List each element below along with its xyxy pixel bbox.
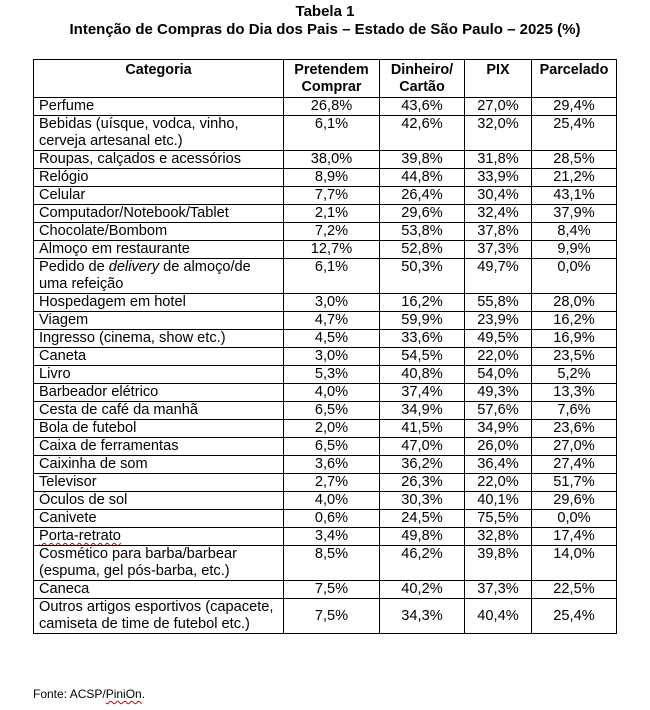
table-row <box>34 420 617 438</box>
pix-cell: 49,7% <box>465 259 532 294</box>
category-cell: Óculos de sol <box>34 492 284 510</box>
category-cell: Televisor <box>34 474 284 492</box>
dinheiro-cell: 30,3% <box>380 492 465 510</box>
pix-cell: 37,8% <box>465 223 532 241</box>
category-cell: Caixa de ferramentas <box>34 438 284 456</box>
parcelado-cell: 5,2% <box>532 366 617 384</box>
category-cell: Relógio <box>34 169 284 187</box>
category-cell: Viagem <box>34 312 284 330</box>
parcelado-cell: 13,3% <box>532 384 617 402</box>
parcelado-cell: 27,4% <box>532 456 617 474</box>
dinheiro-cell: 29,6% <box>380 205 465 223</box>
table-row <box>34 402 617 420</box>
pix-cell: 37,3% <box>465 581 532 599</box>
pretendem-cell: 3,0% <box>284 348 380 366</box>
parcelado-cell: 14,0% <box>532 546 617 581</box>
table-row <box>34 492 617 510</box>
pretendem-cell: 12,7% <box>284 241 380 259</box>
dinheiro-cell: 47,0% <box>380 438 465 456</box>
pix-cell: 26,0% <box>465 438 532 456</box>
source-suffix: . <box>141 687 146 701</box>
pix-cell: 40,4% <box>465 599 532 634</box>
pix-cell: 75,5% <box>465 510 532 528</box>
dinheiro-cell: 52,8% <box>380 241 465 259</box>
parcelado-cell: 43,1% <box>532 187 617 205</box>
pretendem-cell: 7,2% <box>284 223 380 241</box>
category-cell: Computador/Notebook/Tablet <box>34 205 284 223</box>
pretendem-cell: 4,7% <box>284 312 380 330</box>
pretendem-cell: 4,0% <box>284 492 380 510</box>
table-row <box>34 223 617 241</box>
table-row <box>34 205 617 223</box>
category-cell: Bola de futebol <box>34 420 284 438</box>
dinheiro-cell: 42,6% <box>380 116 465 151</box>
parcelado-cell: 0,0% <box>532 259 617 294</box>
header-row <box>34 60 617 98</box>
category-cell: Barbeador elétrico <box>34 384 284 402</box>
parcelado-cell: 23,6% <box>532 420 617 438</box>
parcelado-cell: 28,5% <box>532 151 617 169</box>
table-row <box>34 438 617 456</box>
category-text-post: de almoço/de uma refeição <box>39 259 251 292</box>
header-parcelado <box>532 60 617 98</box>
pix-cell: 55,8% <box>465 294 532 312</box>
pix-cell: 23,9% <box>465 312 532 330</box>
dinheiro-cell: 40,2% <box>380 581 465 599</box>
header-pretendem-line1: Pretendem <box>294 62 369 78</box>
pretendem-cell: 6,5% <box>284 438 380 456</box>
table-row <box>34 294 617 312</box>
parcelado-cell: 37,9% <box>532 205 617 223</box>
pix-cell: 49,3% <box>465 384 532 402</box>
header-pix <box>465 60 532 98</box>
pretendem-cell: 6,1% <box>284 259 380 294</box>
table-row <box>34 348 617 366</box>
pretendem-cell: 8,9% <box>284 169 380 187</box>
header-pix-label: PIX <box>486 62 510 78</box>
table-row <box>34 187 617 205</box>
pix-cell: 27,0% <box>465 98 532 116</box>
table-row <box>34 546 617 581</box>
pretendem-cell: 2,7% <box>284 474 380 492</box>
parcelado-cell: 22,5% <box>532 581 617 599</box>
parcelado-cell: 0,0% <box>532 510 617 528</box>
pretendem-cell: 8,5% <box>284 546 380 581</box>
category-cell: Ingresso (cinema, show etc.) <box>34 330 284 348</box>
dinheiro-cell: 43,6% <box>380 98 465 116</box>
dinheiro-cell: 49,8% <box>380 528 465 546</box>
table-row <box>34 259 617 294</box>
dinheiro-cell: 26,4% <box>380 187 465 205</box>
dinheiro-cell: 54,5% <box>380 348 465 366</box>
parcelado-cell: 8,4% <box>532 223 617 241</box>
dinheiro-cell: 59,9% <box>380 312 465 330</box>
parcelado-cell: 16,9% <box>532 330 617 348</box>
parcelado-cell: 9,9% <box>532 241 617 259</box>
header-categoria <box>34 60 284 98</box>
category-cell: Canivete <box>34 510 284 528</box>
parcelado-cell: 28,0% <box>532 294 617 312</box>
pix-cell: 22,0% <box>465 348 532 366</box>
pretendem-cell: 3,4% <box>284 528 380 546</box>
dinheiro-cell: 46,2% <box>380 546 465 581</box>
header-pretendem-comprar <box>284 60 380 98</box>
pretendem-cell: 2,0% <box>284 420 380 438</box>
purchase-intention-table <box>33 59 617 634</box>
parcelado-cell: 17,4% <box>532 528 617 546</box>
category-cell: Hospedagem em hotel <box>34 294 284 312</box>
category-cell: Caneca <box>34 581 284 599</box>
dinheiro-cell: 37,4% <box>380 384 465 402</box>
pix-cell: 40,1% <box>465 492 532 510</box>
category-cell: Caixinha de som <box>34 456 284 474</box>
dinheiro-cell: 39,8% <box>380 151 465 169</box>
dinheiro-cell: 36,2% <box>380 456 465 474</box>
pretendem-cell: 7,5% <box>284 581 380 599</box>
dinheiro-cell: 50,3% <box>380 259 465 294</box>
table-number: Tabela 1 <box>295 3 355 20</box>
pretendem-cell: 3,0% <box>284 294 380 312</box>
table-row <box>34 312 617 330</box>
pretendem-cell: 2,1% <box>284 205 380 223</box>
table-row <box>34 330 617 348</box>
category-cell: Cesta de café da manhã <box>34 402 284 420</box>
table-row <box>34 581 617 599</box>
parcelado-cell: 21,2% <box>532 169 617 187</box>
dinheiro-cell: 26,3% <box>380 474 465 492</box>
pix-cell: 34,9% <box>465 420 532 438</box>
pix-cell: 39,8% <box>465 546 532 581</box>
dinheiro-cell: 34,9% <box>380 402 465 420</box>
table-row <box>34 116 617 151</box>
parcelado-cell: 23,5% <box>532 348 617 366</box>
category-cell: Cosmético para barba/barbear (espuma, gel pós-barba, etc.) <box>34 546 284 581</box>
parcelado-cell: 29,4% <box>532 98 617 116</box>
header-dinheiro-line2: Cartão <box>399 79 445 95</box>
category-cell: Perfume <box>34 98 284 116</box>
table-row <box>34 98 617 116</box>
pix-cell: 49,5% <box>465 330 532 348</box>
parcelado-cell: 51,7% <box>532 474 617 492</box>
source-prefix: Fonte: ACSP/ <box>33 687 106 701</box>
dinheiro-cell: 53,8% <box>380 223 465 241</box>
category-cell <box>34 259 284 294</box>
header-categoria-label: Categoria <box>125 62 192 78</box>
pretendem-cell: 4,0% <box>284 384 380 402</box>
table-row <box>34 151 617 169</box>
dinheiro-cell: 33,6% <box>380 330 465 348</box>
table-row <box>34 456 617 474</box>
table-row <box>34 474 617 492</box>
pix-cell: 32,0% <box>465 116 532 151</box>
category-cell: Almoço em restaurante <box>34 241 284 259</box>
pix-cell: 57,6% <box>465 402 532 420</box>
category-cell: Celular <box>34 187 284 205</box>
pretendem-cell: 7,7% <box>284 187 380 205</box>
parcelado-cell: 27,0% <box>532 438 617 456</box>
pretendem-cell: 4,5% <box>284 330 380 348</box>
table-row <box>34 384 617 402</box>
dinheiro-cell: 24,5% <box>380 510 465 528</box>
parcelado-cell: 7,6% <box>532 402 617 420</box>
header-dinheiro-cartao <box>380 60 465 98</box>
pix-cell: 32,8% <box>465 528 532 546</box>
pix-cell: 36,4% <box>465 456 532 474</box>
table-row <box>34 599 617 634</box>
source-note <box>33 687 145 701</box>
pix-cell: 37,3% <box>465 241 532 259</box>
dinheiro-cell: 34,3% <box>380 599 465 634</box>
category-text-pre: Pedido de <box>39 259 109 275</box>
pretendem-cell: 38,0% <box>284 151 380 169</box>
pretendem-cell: 6,5% <box>284 402 380 420</box>
category-cell: Outros artigos esportivos (capacete, camiseta de time de futebol etc.) <box>34 599 284 634</box>
source-name: PiniOn <box>105 687 142 701</box>
table-row <box>34 169 617 187</box>
table-row <box>34 510 617 528</box>
category-text-italic: delivery <box>108 259 160 275</box>
pretendem-cell: 5,3% <box>284 366 380 384</box>
dinheiro-cell: 16,2% <box>380 294 465 312</box>
dinheiro-cell: 40,8% <box>380 366 465 384</box>
category-cell: Roupas, calçados e acessórios <box>34 151 284 169</box>
parcelado-cell: 29,6% <box>532 492 617 510</box>
pix-cell: 54,0% <box>465 366 532 384</box>
dinheiro-cell: 41,5% <box>380 420 465 438</box>
pix-cell: 31,8% <box>465 151 532 169</box>
pretendem-cell: 26,8% <box>284 98 380 116</box>
pretendem-cell: 3,6% <box>284 456 380 474</box>
pretendem-cell: 7,5% <box>284 599 380 634</box>
header-dinheiro-line1: Dinheiro/ <box>390 62 454 78</box>
pretendem-cell: 0,6% <box>284 510 380 528</box>
category-cell: Livro <box>34 366 284 384</box>
table-row <box>34 241 617 259</box>
header-parcelado-label: Parcelado <box>539 62 609 78</box>
table-row <box>34 528 617 546</box>
pix-cell: 32,4% <box>465 205 532 223</box>
table-title: Intenção de Compras do Dia dos Pais – Estado de São Paulo – 2025 (%) <box>69 21 581 38</box>
category-cell: Chocolate/Bombom <box>34 223 284 241</box>
category-text-spellcheck: Porta-retrato <box>39 528 121 544</box>
table-row <box>34 366 617 384</box>
pretendem-cell: 6,1% <box>284 116 380 151</box>
pix-cell: 33,9% <box>465 169 532 187</box>
category-cell: Bebidas (uísque, vodca, vinho, cerveja artesanal etc.) <box>34 116 284 151</box>
header-pretendem-line2: Comprar <box>301 79 362 95</box>
category-cell: Caneta <box>34 348 284 366</box>
parcelado-cell: 16,2% <box>532 312 617 330</box>
dinheiro-cell: 44,8% <box>380 169 465 187</box>
pix-cell: 30,4% <box>465 187 532 205</box>
pix-cell: 22,0% <box>465 474 532 492</box>
category-cell <box>34 528 284 546</box>
parcelado-cell: 25,4% <box>532 599 617 634</box>
parcelado-cell: 25,4% <box>532 116 617 151</box>
